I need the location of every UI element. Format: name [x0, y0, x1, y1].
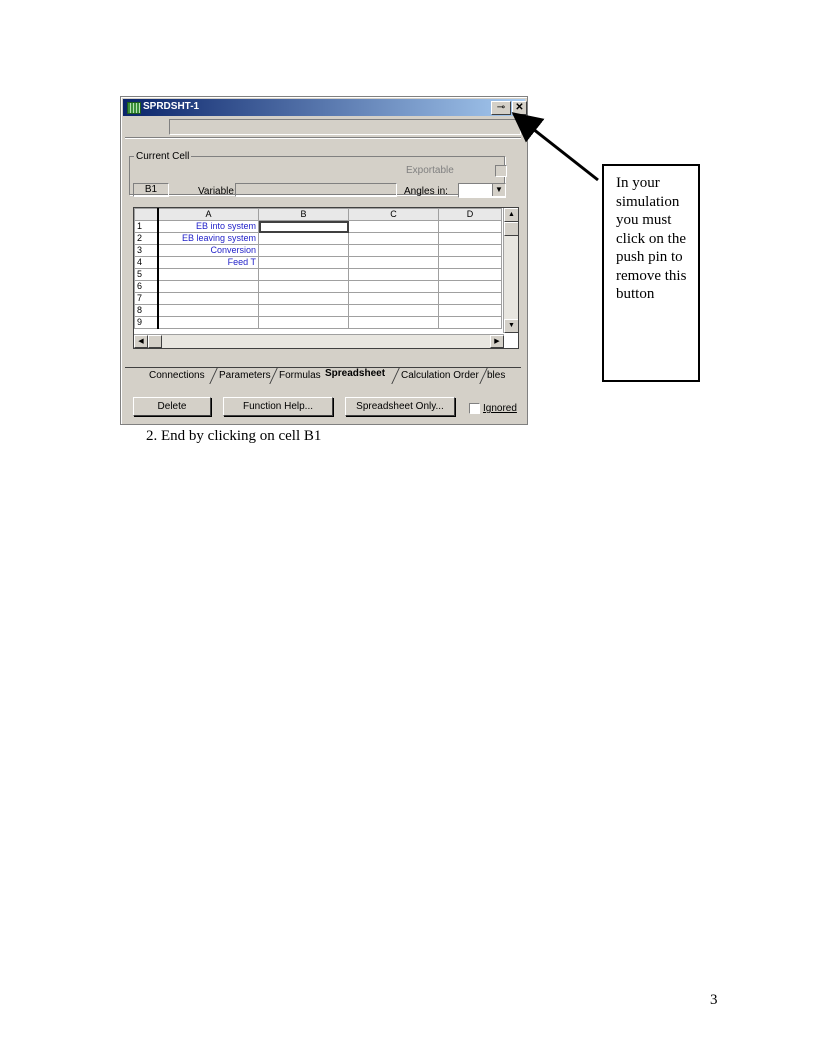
spreadsheet-icon [127, 102, 141, 114]
cell-b[interactable] [259, 257, 349, 269]
cell-c[interactable] [349, 221, 439, 233]
cell-a[interactable] [158, 305, 259, 317]
divider [125, 137, 521, 139]
tab-spreadsheet[interactable]: Spreadsheet [325, 368, 386, 379]
callout-box [602, 164, 700, 382]
exportable-label: Exportable [406, 165, 454, 176]
col-header-d[interactable]: D [439, 209, 502, 221]
cell-a[interactable] [158, 281, 259, 293]
cell-d[interactable] [439, 257, 502, 269]
exportable-checkbox[interactable] [495, 165, 507, 177]
angles-label: Angles in: [404, 186, 448, 197]
cell-a[interactable]: EB into system [158, 221, 259, 233]
formula-input[interactable] [169, 119, 521, 135]
window-title: SPRDSHT-1 [143, 101, 200, 112]
row-header[interactable]: 7 [135, 293, 159, 305]
close-button[interactable] [512, 101, 527, 115]
row-header[interactable]: 4 [135, 257, 159, 269]
delete-button[interactable]: Delete [133, 397, 211, 416]
spreadsheet-dialog [120, 96, 528, 425]
variable-field[interactable] [235, 183, 397, 197]
table-row [135, 257, 502, 269]
table-row [135, 269, 502, 281]
row-header[interactable]: 1 [135, 221, 159, 233]
cell-a[interactable]: EB leaving system [158, 233, 259, 245]
row-header[interactable]: 5 [135, 269, 159, 281]
callout-text: In your simulation you must click on the push pin to remove this button [616, 175, 687, 302]
tab-calculation-order[interactable]: Calculation Order [401, 370, 479, 381]
cell-d[interactable] [439, 293, 502, 305]
cell-c[interactable] [349, 281, 439, 293]
close-icon: ✕ [515, 102, 524, 113]
cell-c[interactable] [349, 245, 439, 257]
variable-label: Variable: [198, 186, 237, 197]
tab-formulas[interactable]: Formulas [279, 370, 321, 381]
table-row [135, 281, 502, 293]
tab-divider [391, 368, 399, 384]
col-header-b[interactable]: B [259, 209, 349, 221]
cell-d[interactable] [439, 317, 502, 329]
row-header[interactable]: 3 [135, 245, 159, 257]
title-bar [123, 99, 525, 116]
function-help-button[interactable]: Function Help... [223, 397, 333, 416]
header-row [135, 209, 502, 221]
table-row [135, 293, 502, 305]
cell-b[interactable] [259, 221, 349, 233]
scroll-left-icon[interactable]: ◀ [134, 335, 148, 348]
tab-variables[interactable]: bles [487, 370, 506, 381]
table-row [135, 233, 502, 245]
cell-name-field: B1 [133, 183, 169, 197]
table-row [135, 221, 502, 233]
cell-c[interactable] [349, 269, 439, 281]
row-header[interactable]: 2 [135, 233, 159, 245]
tab-strip [125, 367, 521, 386]
cell-b[interactable] [259, 293, 349, 305]
cell-b[interactable] [259, 317, 349, 329]
corner-cell[interactable] [135, 209, 159, 221]
scroll-down-icon[interactable]: ▼ [504, 319, 519, 333]
spreadsheet-grid[interactable] [133, 207, 519, 349]
cell-c[interactable] [349, 317, 439, 329]
angles-select[interactable] [458, 183, 506, 198]
cell-d[interactable] [439, 245, 502, 257]
cell-d[interactable] [439, 281, 502, 293]
col-header-c[interactable]: C [349, 209, 439, 221]
page-number: 3 [710, 992, 718, 1008]
cell-c[interactable] [349, 233, 439, 245]
cell-b[interactable] [259, 245, 349, 257]
vertical-scrollbar[interactable] [503, 208, 518, 333]
cell-c[interactable] [349, 293, 439, 305]
cell-c[interactable] [349, 305, 439, 317]
scroll-thumb-horizontal[interactable] [148, 335, 162, 348]
scroll-up-icon[interactable]: ▲ [504, 208, 519, 222]
row-header[interactable]: 9 [135, 317, 159, 329]
row-header[interactable]: 6 [135, 281, 159, 293]
col-header-a[interactable]: A [158, 209, 259, 221]
spreadsheet-table [134, 208, 502, 329]
cell-a[interactable] [158, 293, 259, 305]
ignored-label[interactable]: Ignored [483, 403, 517, 414]
push-pin-button[interactable] [491, 101, 511, 115]
cell-b[interactable] [259, 233, 349, 245]
horizontal-scrollbar[interactable] [134, 334, 504, 348]
cell-a[interactable]: Conversion [158, 245, 259, 257]
ignored-checkbox[interactable] [469, 403, 480, 414]
cell-a[interactable] [158, 317, 259, 329]
cell-b[interactable] [259, 305, 349, 317]
cell-d[interactable] [439, 233, 502, 245]
table-row [135, 317, 502, 329]
chevron-down-icon[interactable]: ▼ [492, 184, 505, 196]
tab-divider [209, 368, 217, 384]
spreadsheet-only-button[interactable]: Spreadsheet Only... [345, 397, 455, 416]
cell-d[interactable] [439, 221, 502, 233]
cell-d[interactable] [439, 305, 502, 317]
cell-c[interactable] [349, 257, 439, 269]
push-pin-icon: ⊸ [496, 102, 506, 113]
row-header[interactable]: 8 [135, 305, 159, 317]
cell-a[interactable]: Feed T [158, 257, 259, 269]
cell-d[interactable] [439, 269, 502, 281]
scroll-thumb[interactable] [504, 222, 519, 236]
tab-parameters[interactable]: Parameters [219, 370, 271, 381]
table-row [135, 305, 502, 317]
cell-b[interactable] [259, 269, 349, 281]
instruction-step: 2. End by clicking on cell B1 [146, 428, 322, 444]
cell-b[interactable] [259, 281, 349, 293]
cell-a[interactable] [158, 269, 259, 281]
scroll-right-icon[interactable]: ▶ [490, 335, 504, 348]
current-cell-legend: Current Cell [136, 151, 190, 162]
tab-connections[interactable]: Connections [149, 370, 205, 381]
table-row [135, 245, 502, 257]
